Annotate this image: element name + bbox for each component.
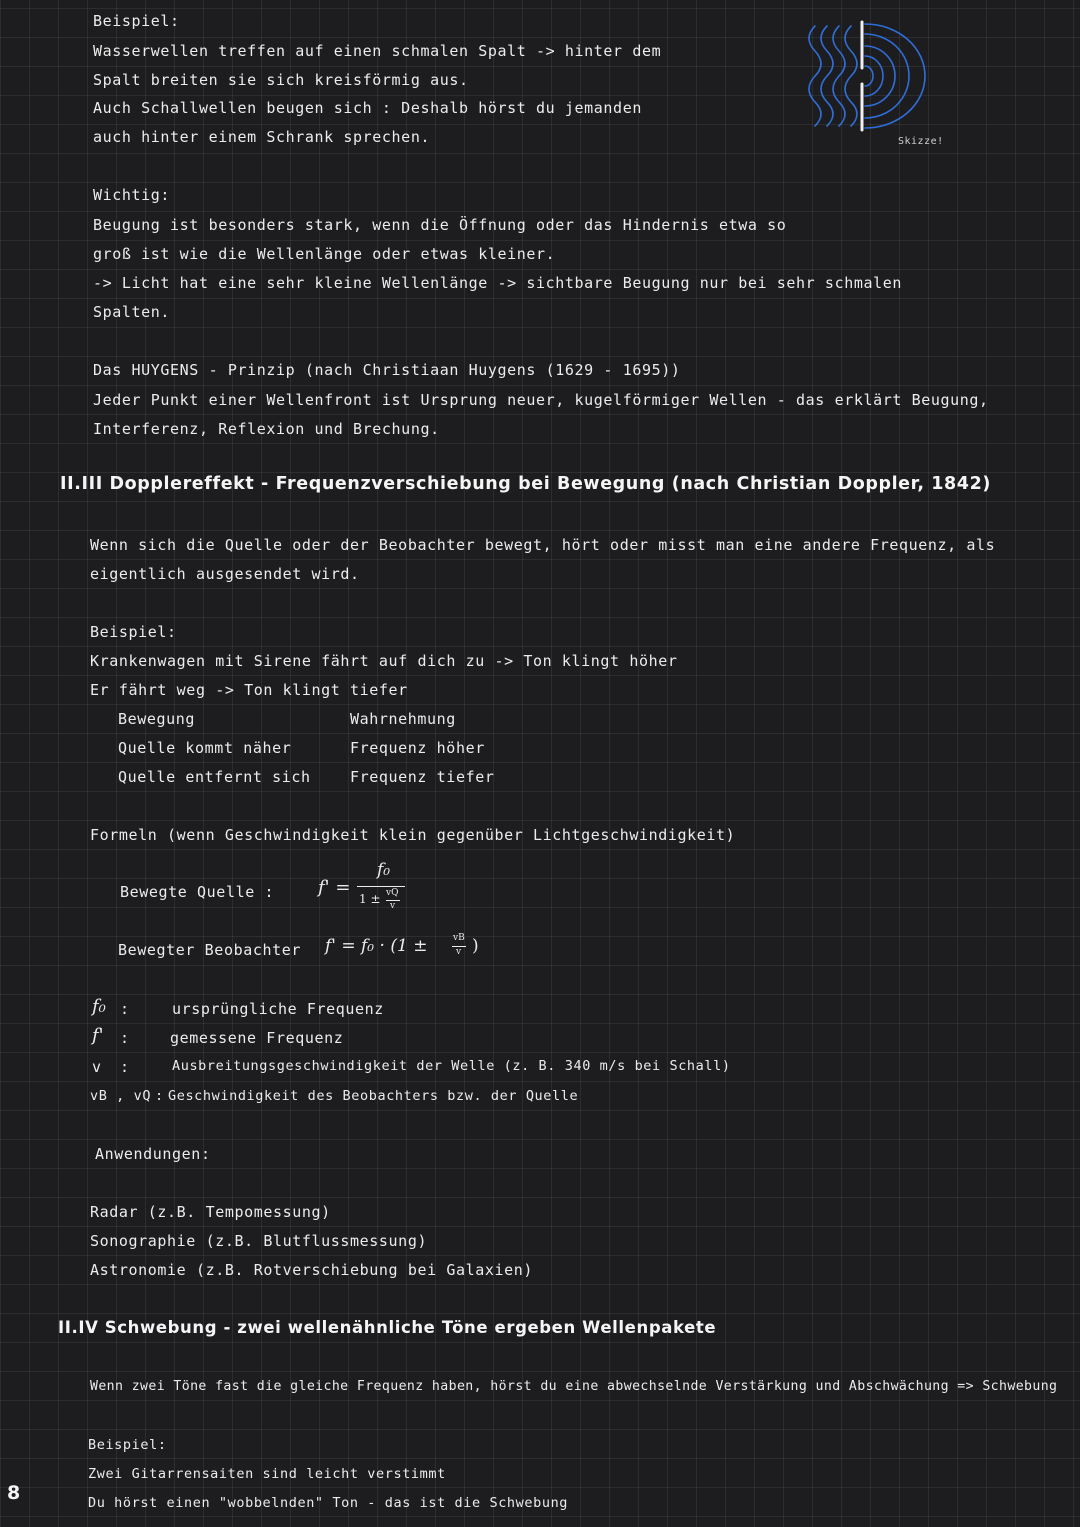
formula-source-lhs: f' =: [318, 877, 351, 898]
formula-source-v: v: [390, 901, 396, 911]
doppler-heading: II.III Dopplereffekt - Frequenzverschiebung bei Bewegung (nach Christian Doppler, 1842): [60, 474, 991, 494]
important-line-3: -> Licht hat eine sehr kleine Wellenlänge -> sichtbare Beugung nur bei sehr schmalen: [93, 274, 902, 292]
application-item: Astronomie (z.B. Rotverschiebung bei Galaxien): [90, 1261, 534, 1279]
applications-label: Anwendungen:: [95, 1145, 211, 1163]
table-cell: Frequenz höher: [350, 739, 485, 757]
important-line-2: groß ist wie die Wellenlänge oder etwas kleiner.: [93, 245, 556, 263]
doppler-example-label: Beispiel:: [90, 623, 177, 641]
legend-text: ursprüngliche Frequenz: [172, 1000, 384, 1018]
formula-source-vq: vQ: [386, 888, 399, 898]
formula-observer-v: v: [456, 947, 462, 957]
legend-symbol: v: [92, 1058, 102, 1076]
legend-text: Geschwindigkeit des Beobachters bzw. der Quelle: [168, 1088, 579, 1104]
important-line-1: Beugung ist besonders stark, wenn die Öffnung oder das Hindernis etwa so: [93, 216, 787, 234]
formula-source-label: Bewegte Quelle :: [120, 883, 275, 901]
formula-source-numerator: f₀: [377, 860, 391, 880]
sketch-label: Skizze!: [898, 136, 944, 147]
table-header-movement: Bewegung: [118, 710, 196, 728]
diffraction-example-line-3: Auch Schallwellen beugen sich : Deshalb hörst du jemanden: [93, 99, 642, 117]
legend-symbol: f': [92, 1025, 104, 1046]
formula-observer-lhs: f' = f₀ · (1 ±: [325, 936, 428, 956]
important-line-4: Spalten.: [93, 303, 171, 321]
incoming-wave: [833, 26, 845, 126]
formula-observer-label: Bewegter Beobachter: [118, 941, 301, 959]
legend-text: Ausbreitungsgeschwindigkeit der Welle (z. B. 340 m/s bei Schall): [172, 1058, 731, 1074]
incoming-wave: [845, 26, 857, 126]
outgoing-wave: [865, 56, 883, 96]
beat-example-line-2: Du hörst einen "wobbelnden" Ton - das ist die Schwebung: [88, 1495, 569, 1511]
diffraction-example-line-4: auch hinter einem Schrank sprechen.: [93, 128, 431, 146]
beat-example-line-1: Zwei Gitarrensaiten sind leicht verstimmt: [88, 1466, 446, 1482]
legend-separator: :: [120, 1058, 130, 1076]
table-cell: Frequenz tiefer: [350, 768, 495, 786]
doppler-example-line-1: Krankenwagen mit Sirene fährt auf dich zu -> Ton klingt höher: [90, 652, 678, 670]
table-header-perception: Wahrnehmung: [350, 710, 456, 728]
wave-diffraction-sketch-icon: [795, 18, 945, 138]
doppler-intro-line-2: eigentlich ausgesendet wird.: [90, 565, 360, 583]
legend-separator: :: [155, 1088, 164, 1104]
huygens-title: Das HUYGENS - Prinzip (nach Christiaan Huygens (1629 - 1695)): [93, 361, 681, 379]
legend-symbol: f₀: [92, 996, 106, 1017]
diffraction-example-line-1: Wasserwellen treffen auf einen schmalen Spalt -> hinter dem: [93, 42, 662, 60]
important-label: Wichtig:: [93, 186, 171, 204]
incoming-wave: [809, 26, 821, 126]
incoming-wave: [821, 26, 833, 126]
beat-example-label: Beispiel:: [88, 1437, 167, 1453]
outgoing-wave: [865, 46, 895, 106]
doppler-intro-line-1: Wenn sich die Quelle oder der Beobachter bewegt, hört oder misst man eine andere Frequenz, als: [90, 536, 996, 554]
diffraction-example-label: Beispiel:: [93, 12, 180, 30]
formula-source-denominator-prefix: 1 ±: [359, 892, 381, 906]
outgoing-wave: [865, 66, 873, 86]
huygens-line-1: Jeder Punkt einer Wellenfront ist Ursprung neuer, kugelförmiger Wellen - das erklärt Beugung,: [93, 391, 989, 409]
fraction-bar: [357, 886, 405, 887]
page-number: 8: [7, 1482, 21, 1504]
formulas-label: Formeln (wenn Geschwindigkeit klein gegenüber Lichtgeschwindigkeit): [90, 826, 736, 844]
beat-intro: Wenn zwei Töne fast die gleiche Frequenz haben, hörst du eine abwechselnde Verstärkung und Abschwächung => Schwebung: [90, 1379, 1058, 1394]
diffraction-sketch-svg: [795, 18, 945, 138]
formula-observer-close: ): [472, 936, 479, 956]
table-cell: Quelle kommt näher: [118, 739, 292, 757]
legend-symbol: vB , vQ: [90, 1088, 152, 1104]
diffraction-example-line-2: Spalt breiten sie sich kreisförmig aus.: [93, 71, 469, 89]
formula-observer-vb: vB: [453, 933, 465, 943]
application-item: Sonographie (z.B. Blutflussmessung): [90, 1232, 428, 1250]
legend-text: gemessene Frequenz: [170, 1029, 344, 1047]
doppler-example-line-2: Er fährt weg -> Ton klingt tiefer: [90, 681, 408, 699]
application-item: Radar (z.B. Tempomessung): [90, 1203, 331, 1221]
table-cell: Quelle entfernt sich: [118, 768, 311, 786]
legend-separator: :: [120, 1029, 130, 1047]
beat-heading: II.IV Schwebung - zwei wellenähnliche Töne ergeben Wellenpakete: [58, 1318, 717, 1337]
huygens-line-2: Interferenz, Reflexion und Brechung.: [93, 420, 440, 438]
legend-separator: :: [120, 1000, 130, 1018]
